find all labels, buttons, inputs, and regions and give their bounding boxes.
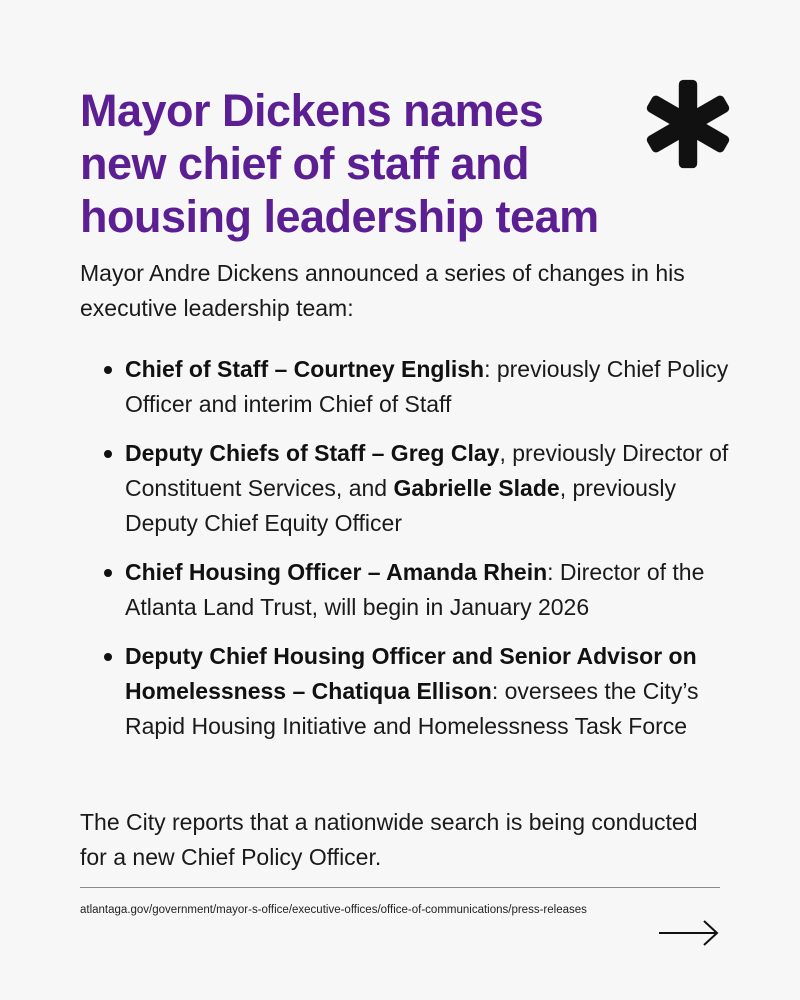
item-text: : previously Chief Policy Officer and interim Chief of Staff — [125, 356, 729, 417]
item-text: : Director of the Atlanta Land Trust, will begin in January 2026 — [125, 559, 705, 620]
headline-line-1: Mayor Dickens names — [80, 85, 544, 136]
item-text: : oversees the City’s Rapid Housing Initiative and Homelessness Task Force — [125, 678, 699, 739]
bullet — [104, 450, 112, 458]
bullet — [104, 366, 112, 374]
intro-paragraph: Mayor Andre Dickens announced a series of changes in his executive leadership team: — [80, 260, 685, 321]
leadership-list — [80, 352, 730, 758]
headline — [80, 84, 640, 243]
bullet — [104, 653, 112, 661]
item-text-2: , previously Deputy Chief Equity Officer — [125, 475, 677, 536]
item-title-2: Gabrielle Slade — [393, 475, 560, 501]
arrow-right-icon[interactable] — [658, 918, 720, 948]
asterisk-icon — [642, 78, 734, 170]
list-item-chief-of-staff — [80, 352, 730, 422]
closing-paragraph: The City reports that a nationwide search is being conducted for a new Chief Policy Officer. — [80, 809, 698, 870]
list-item-deputy-chiefs-of-staff — [80, 436, 730, 541]
item-title: Deputy Chief Housing Officer and Senior Advisor on Homelessness – Chatiqua Ellison — [125, 643, 697, 704]
bullet — [104, 569, 112, 577]
list-item-chief-housing-officer — [80, 555, 730, 625]
item-title: Chief Housing Officer – Amanda Rhein — [125, 559, 548, 585]
item-text: , previously Director of Constituent Services, and — [125, 440, 729, 501]
headline-line-2: new chief of staff and — [80, 138, 530, 189]
item-title: Chief of Staff – Courtney English — [125, 356, 485, 382]
item-title: Deputy Chiefs of Staff – Greg Clay — [125, 440, 500, 466]
divider — [80, 887, 720, 888]
list-item-deputy-chief-housing-officer — [80, 639, 730, 744]
headline-line-3: housing leadership team — [80, 191, 599, 242]
source-link[interactable]: atlantaga.gov/government/mayor-s-office/executive-offices/office-of-communications/press-releases — [80, 904, 587, 916]
